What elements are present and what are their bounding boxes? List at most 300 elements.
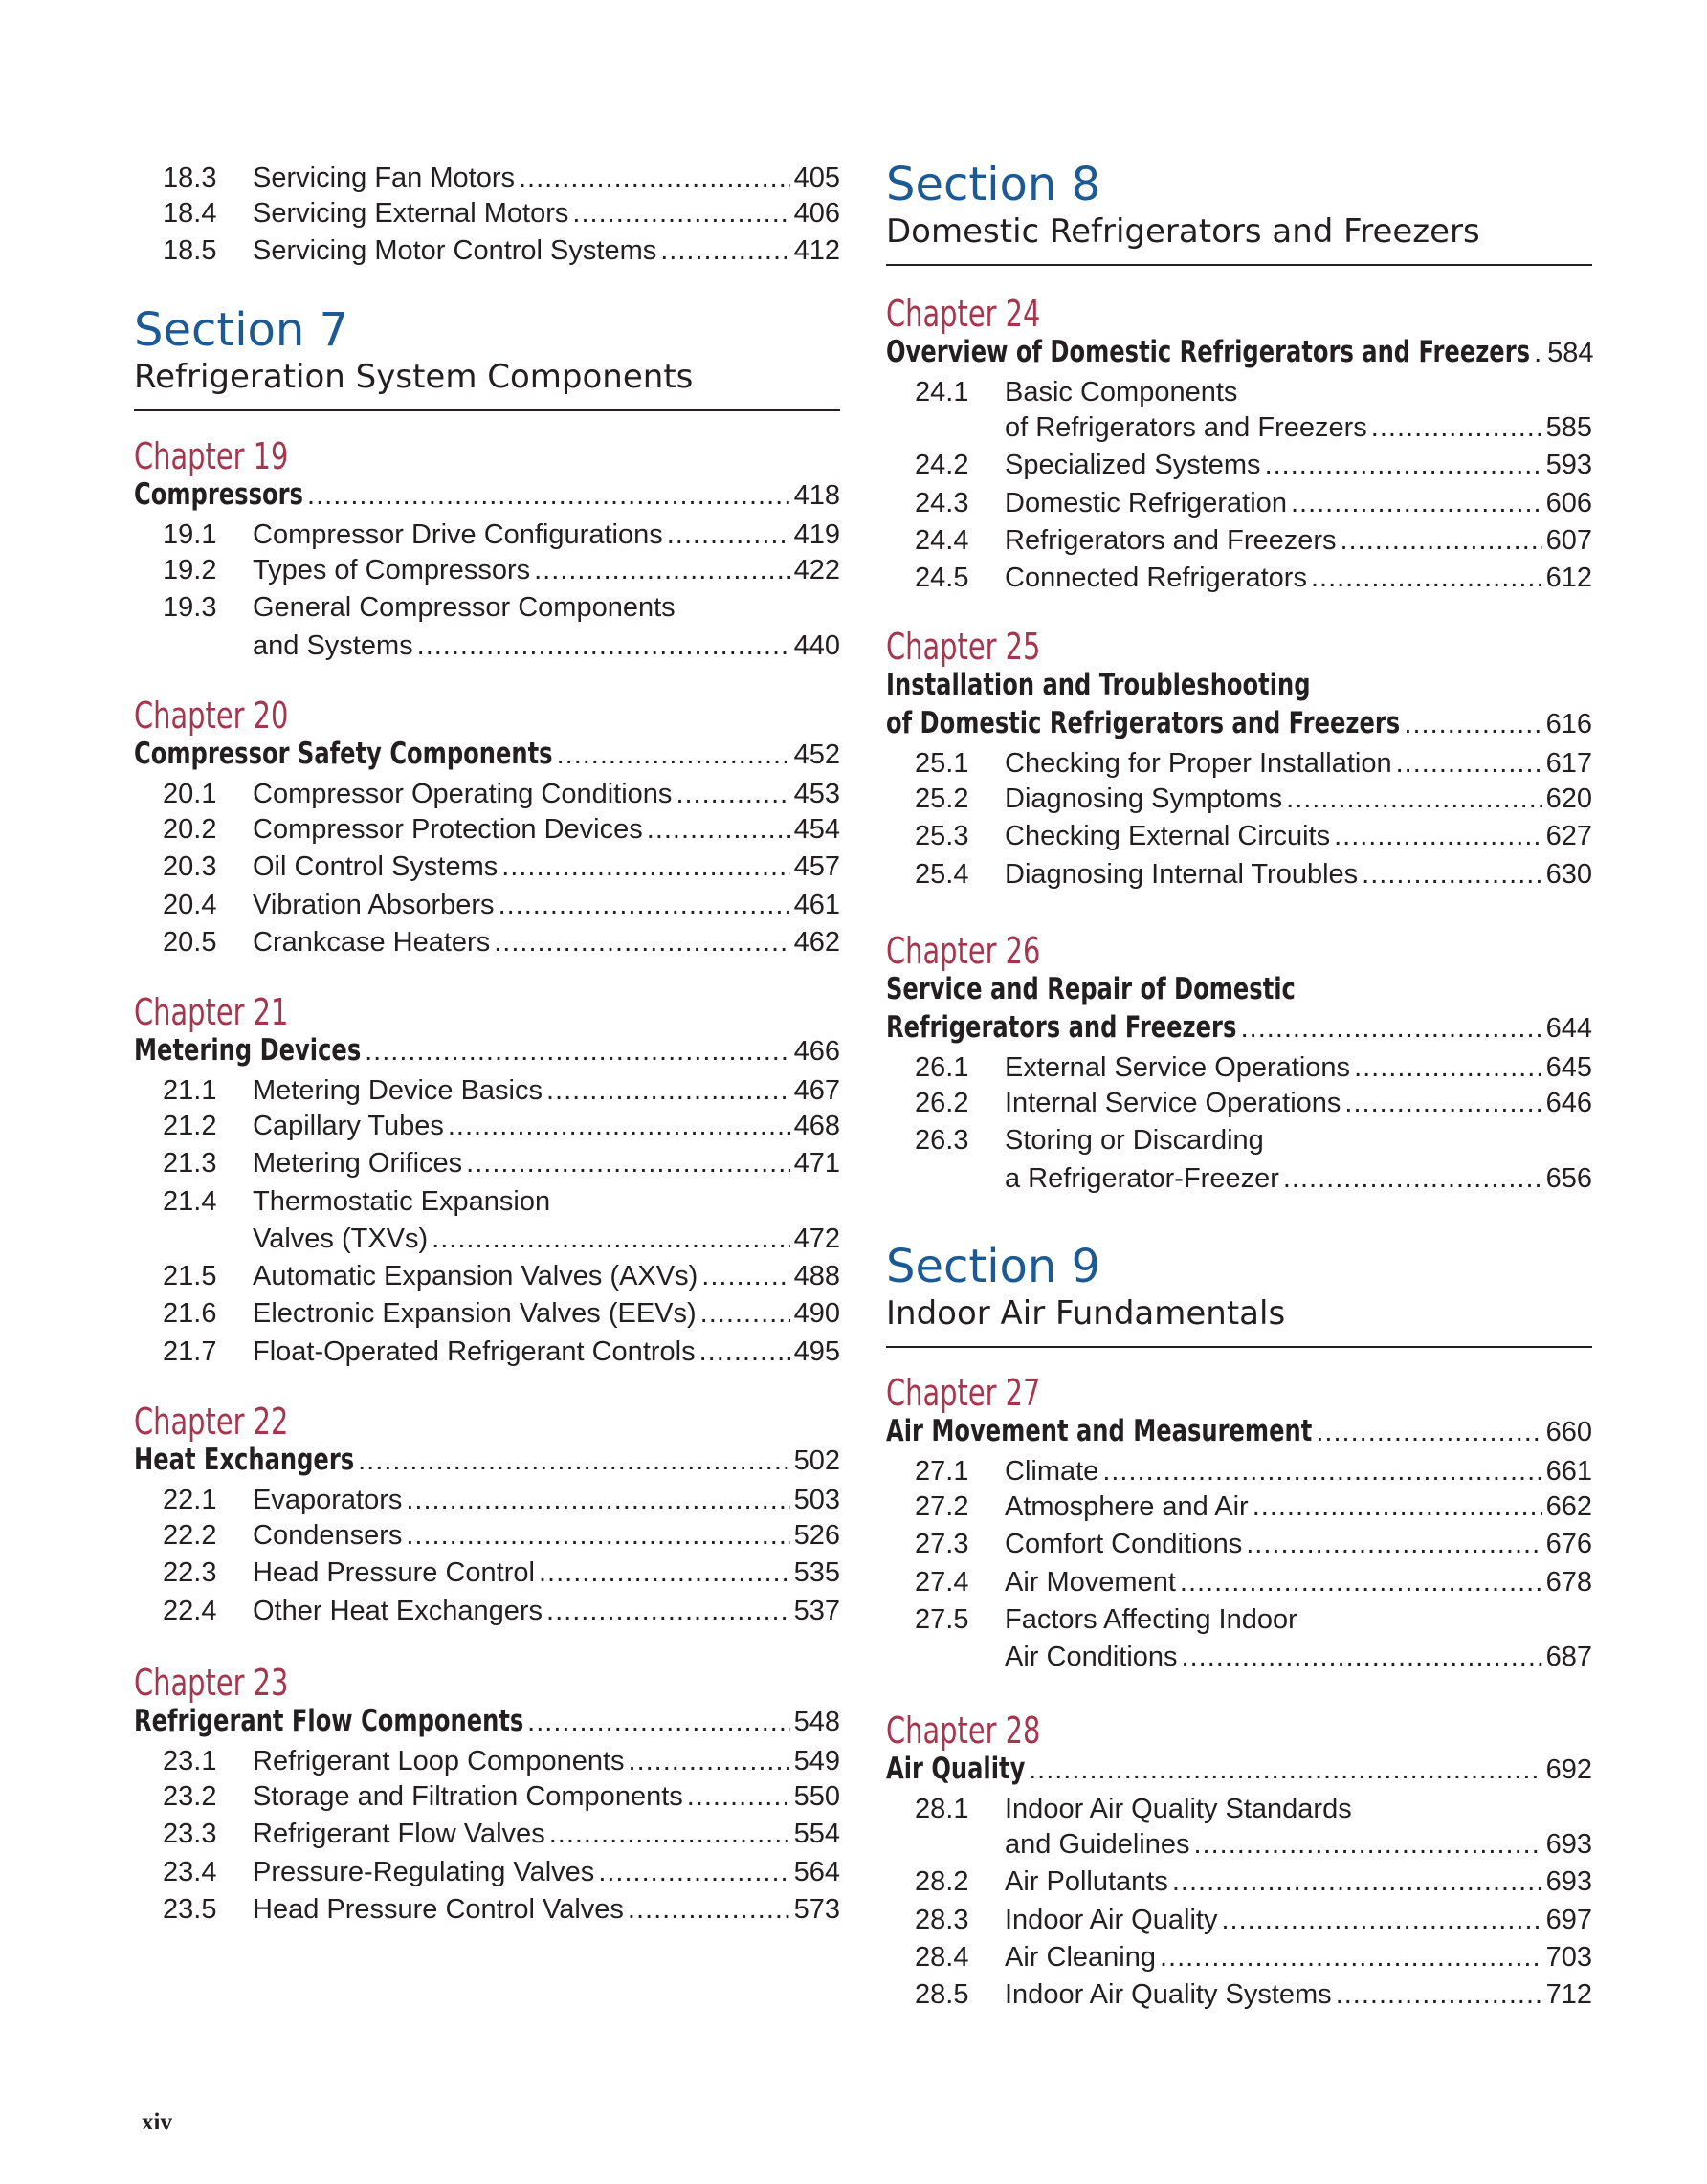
item-title: Checking External Circuits (1005, 821, 1331, 852)
toc-item-continued (886, 1829, 1592, 1866)
toc-item (134, 927, 840, 964)
dot-leader (699, 1336, 790, 1368)
item-page: 627 (1545, 821, 1592, 852)
chapter-name-wrap (886, 1752, 1025, 1786)
dot-leader (1291, 488, 1542, 519)
item-number: 21.7 (163, 1335, 217, 1367)
toc-item (886, 1942, 1592, 1979)
item-number: 28.2 (915, 1866, 969, 1898)
dot-leader (1283, 1163, 1542, 1195)
dot-leader (519, 163, 790, 194)
chapter-name-wrap (134, 737, 553, 771)
toc-item (886, 1905, 1592, 1942)
dot-leader (1354, 1052, 1542, 1084)
dot-leader (1534, 338, 1543, 369)
dot-leader (1221, 1905, 1541, 1936)
dot-leader (539, 1557, 790, 1589)
chapter-label: Chapter 28 (886, 1710, 1041, 1752)
item-title-line2: Air Conditions (1005, 1642, 1178, 1673)
item-page: 405 (793, 163, 840, 193)
chapter-label: Chapter 26 (886, 930, 1041, 972)
toc-item (134, 198, 840, 235)
item-number: 26.2 (915, 1088, 969, 1118)
item-number: 26.1 (915, 1052, 969, 1083)
item-title: General Compressor Components (253, 592, 676, 624)
section-18-continued-items (134, 163, 840, 274)
dot-leader (572, 198, 789, 230)
chapter-name-wrap (134, 477, 303, 512)
toc-item (886, 1125, 1592, 1162)
dot-leader (1362, 859, 1541, 891)
item-number: 20.2 (163, 814, 217, 845)
toc-item (886, 1529, 1592, 1566)
item-number: 22.2 (163, 1520, 217, 1551)
item-page: 503 (793, 1485, 840, 1515)
chapter-name-wrap (134, 1033, 361, 1068)
chapter-label: Chapter 23 (134, 1662, 289, 1704)
item-title: Float-Operated Refrigerant Controls (253, 1335, 696, 1367)
item-page: 620 (1545, 783, 1592, 814)
item-number: 21.2 (163, 1111, 217, 1141)
toc-item (134, 1894, 840, 1931)
item-number: 21.5 (163, 1261, 217, 1292)
dot-leader (1371, 412, 1542, 444)
toc-item (886, 1979, 1592, 2017)
item-title-line2: Valves (TXVs) (253, 1223, 429, 1254)
chapter-name-line1: Installation and Troubleshooting (886, 668, 1311, 702)
item-number: 23.2 (163, 1781, 217, 1812)
item-number: 27.4 (915, 1566, 969, 1598)
item-number: 19.2 (163, 555, 217, 585)
toc-item (134, 890, 840, 927)
page-number: xiv (142, 2109, 172, 2135)
section-8-header (886, 159, 1592, 266)
item-title: Automatic Expansion Valves (AXVs) (253, 1261, 698, 1292)
item-title: Capillary Tubes (253, 1111, 444, 1141)
chapter-name: Air Quality (886, 1752, 1026, 1786)
item-number: 26.3 (915, 1125, 969, 1157)
item-page: 419 (793, 519, 840, 550)
item-title: Internal Service Operations (1005, 1088, 1341, 1118)
section-subtitle: Indoor Air Fundamentals (886, 1294, 1286, 1333)
item-number: 20.1 (163, 779, 217, 809)
item-page: 656 (1545, 1162, 1592, 1194)
chapter-name: Refrigerant Flow Components (134, 1704, 524, 1738)
toc-item (886, 488, 1592, 525)
item-page: 490 (793, 1298, 840, 1330)
item-page: 471 (793, 1148, 840, 1180)
chapter-name-wrap (886, 1414, 1312, 1448)
item-number: 24.3 (915, 487, 969, 518)
chapter-items (886, 1794, 1592, 2017)
toc-item (134, 814, 840, 851)
chapter-name-row (134, 1443, 840, 1485)
dot-leader (1180, 1567, 1542, 1599)
dot-leader (365, 1036, 790, 1068)
item-title: Head Pressure Control Valves (253, 1893, 624, 1925)
item-number: 18.4 (163, 198, 217, 229)
chapter-page: 692 (1545, 1754, 1592, 1785)
item-number: 23.1 (163, 1746, 217, 1776)
chapter-items (134, 1485, 840, 1633)
item-title: Domestic Refrigeration (1005, 487, 1287, 518)
item-title: Storing or Discarding (1005, 1125, 1264, 1157)
item-number: 25.3 (915, 821, 969, 852)
item-title: Evaporators (253, 1485, 403, 1515)
chapter-label: Chapter 24 (886, 293, 1041, 335)
item-page: 607 (1545, 524, 1592, 556)
chapter-name-wrap (134, 1704, 523, 1738)
item-title: Indoor Air Quality Standards (1005, 1794, 1352, 1824)
toc-item (134, 1485, 840, 1520)
dot-leader (1286, 783, 1541, 815)
chapter-name-row (886, 668, 1592, 706)
chapter-page: 584 (1547, 338, 1594, 368)
item-title: Compressor Operating Conditions (253, 779, 673, 809)
dot-leader (676, 779, 789, 810)
item-page: 440 (793, 629, 840, 661)
toc-item (886, 1567, 1592, 1604)
dot-leader (1344, 1088, 1541, 1119)
item-number: 24.1 (915, 377, 969, 408)
item-number: 28.5 (915, 1979, 969, 2011)
item-title: Vibration Absorbers (253, 889, 495, 920)
dot-leader (1246, 1529, 1541, 1560)
toc-item (134, 235, 840, 273)
chapter-name: Metering Devices (134, 1033, 362, 1068)
section-rule (886, 1346, 1592, 1348)
item-title: Indoor Air Quality (1005, 1904, 1218, 1935)
item-number: 18.3 (163, 163, 217, 193)
chapter-name-row (886, 1010, 1592, 1052)
dot-leader (629, 1746, 790, 1777)
section-title: Section 7 (134, 303, 349, 357)
chapter-items (886, 748, 1592, 896)
item-number: 25.2 (915, 783, 969, 814)
toc-item (886, 1866, 1592, 1904)
toc-item (134, 1075, 840, 1111)
item-number: 21.3 (163, 1148, 217, 1180)
item-title: Refrigerators and Freezers (1005, 524, 1337, 556)
chapter-items (134, 779, 840, 964)
item-page: 454 (793, 814, 840, 845)
dot-leader (417, 630, 790, 662)
item-page: 564 (793, 1856, 840, 1887)
item-title: Metering Device Basics (253, 1075, 543, 1106)
item-page: 630 (1545, 858, 1592, 890)
chapter-page: 418 (793, 480, 840, 511)
section-9-header (886, 1241, 1592, 1348)
chapter-name-row (886, 706, 1592, 748)
chapter-page: 644 (1545, 1013, 1592, 1044)
item-page: 693 (1545, 1829, 1592, 1860)
section-7-header (134, 304, 840, 411)
item-page: 535 (793, 1557, 840, 1589)
item-page: 712 (1545, 1979, 1592, 2011)
item-number: 21.1 (163, 1075, 217, 1106)
dot-leader (1334, 821, 1542, 852)
item-page: 606 (1545, 487, 1592, 518)
item-number: 22.1 (163, 1485, 217, 1515)
item-number: 20.5 (163, 926, 217, 958)
dot-leader (406, 1520, 789, 1552)
item-page: 472 (793, 1223, 840, 1254)
item-number: 22.4 (163, 1595, 217, 1626)
item-title: Climate (1005, 1456, 1099, 1487)
section-rule (134, 409, 840, 411)
chapter-19 (134, 435, 840, 668)
chapter-label: Chapter 25 (886, 626, 1041, 668)
toc-item (134, 1746, 840, 1781)
toc-item (886, 748, 1592, 783)
chapter-name: Heat Exchangers (134, 1443, 355, 1477)
chapter-name: Compressor Safety Components (134, 737, 553, 771)
item-number: 25.1 (915, 748, 969, 779)
chapter-page: 616 (1545, 709, 1592, 739)
toc-item (134, 851, 840, 889)
dot-leader (1336, 1979, 1542, 2011)
item-title: Air Pollutants (1005, 1866, 1168, 1898)
item-page: 617 (1545, 748, 1592, 779)
item-title: Electronic Expansion Valves (EEVs) (253, 1298, 697, 1330)
item-page: 661 (1545, 1456, 1592, 1487)
chapter-name-line1: Service and Repair of Domestic (886, 972, 1296, 1006)
item-page: 646 (1545, 1088, 1592, 1118)
dot-leader (358, 1445, 790, 1477)
item-number: 23.3 (163, 1819, 217, 1850)
item-number: 28.3 (915, 1904, 969, 1935)
chapter-label: Chapter 22 (134, 1401, 289, 1443)
item-number: 19.1 (163, 519, 217, 550)
item-number: 21.4 (163, 1185, 217, 1217)
toc-item (134, 1298, 840, 1335)
dot-leader (660, 235, 789, 267)
item-title: Air Movement (1005, 1566, 1176, 1598)
dot-leader (1311, 563, 1542, 594)
item-number: 20.3 (163, 851, 217, 883)
item-title: Connected Refrigerators (1005, 563, 1307, 594)
chapter-items (134, 519, 840, 668)
chapter-27 (886, 1372, 1592, 1679)
chapter-24 (886, 293, 1592, 600)
item-page: 526 (793, 1520, 840, 1551)
chapter-label: Chapter 20 (134, 695, 289, 737)
chapter-items (134, 1075, 840, 1374)
chapter-items (886, 1052, 1592, 1201)
chapter-name-row (886, 1752, 1592, 1794)
item-page: 678 (1545, 1566, 1592, 1598)
section-subtitle: Domestic Refrigerators and Freezers (886, 212, 1480, 251)
dot-leader (1316, 1417, 1541, 1448)
chapter-name: of Domestic Refrigerators and Freezers (886, 706, 1401, 740)
toc-item (886, 1604, 1592, 1642)
section-subtitle: Refrigeration System Components (134, 358, 694, 396)
chapter-name-wrap (886, 335, 1530, 369)
item-page: 697 (1545, 1904, 1592, 1935)
dot-leader (598, 1857, 789, 1888)
dot-leader (501, 851, 789, 883)
item-number: 18.5 (163, 235, 217, 267)
toc-item (134, 1596, 840, 1633)
chapter-label: Chapter 21 (134, 991, 289, 1033)
dot-leader (667, 519, 790, 551)
item-title-line2: and Guidelines (1005, 1829, 1190, 1860)
chapter-items (134, 1746, 840, 1931)
item-title: Thermostatic Expansion (253, 1185, 551, 1217)
item-title: External Service Operations (1005, 1052, 1351, 1083)
item-number: 24.2 (915, 450, 969, 481)
dot-leader (700, 1298, 790, 1330)
toc-item (886, 1794, 1592, 1829)
item-page: 462 (793, 926, 840, 958)
item-number: 27.2 (915, 1491, 969, 1522)
chapter-page: 452 (793, 739, 840, 770)
toc-item (134, 1261, 840, 1298)
toc-item (886, 1491, 1592, 1529)
item-page: 461 (793, 889, 840, 920)
item-title: Diagnosing Internal Troubles (1005, 858, 1359, 890)
item-title: Comfort Conditions (1005, 1529, 1243, 1560)
item-page: 676 (1545, 1529, 1592, 1560)
item-title: Refrigerant Flow Valves (253, 1819, 545, 1850)
item-title: Servicing Fan Motors (253, 163, 515, 193)
item-number: 28.4 (915, 1941, 969, 1973)
item-title: Storage and Filtration Components (253, 1781, 683, 1812)
chapter-name-row (134, 1033, 840, 1075)
item-page: 406 (793, 198, 840, 229)
item-number: 24.5 (915, 563, 969, 594)
toc-item (134, 1781, 840, 1819)
item-page: 495 (793, 1335, 840, 1367)
toc-item (886, 1088, 1592, 1125)
item-title: Atmosphere and Air (1005, 1491, 1249, 1522)
chapter-name: Compressors (134, 477, 303, 512)
toc-item (886, 859, 1592, 896)
chapter-page: 548 (793, 1707, 840, 1737)
item-number: 27.3 (915, 1529, 969, 1560)
section-rule (886, 264, 1592, 266)
item-page: 468 (793, 1111, 840, 1141)
chapter-21 (134, 991, 840, 1374)
item-number: 27.5 (915, 1603, 969, 1635)
item-page: 612 (1545, 563, 1592, 594)
dot-leader (546, 1075, 790, 1107)
dot-leader (307, 480, 790, 512)
item-number: 28.1 (915, 1794, 969, 1824)
toc-item (134, 1186, 840, 1224)
dot-leader (1341, 525, 1542, 557)
dot-leader (1396, 748, 1542, 780)
dot-leader (557, 739, 790, 771)
toc-item-continued (886, 412, 1592, 450)
item-title: Other Heat Exchangers (253, 1595, 543, 1626)
item-number: 21.6 (163, 1298, 217, 1330)
toc-items (134, 163, 840, 274)
item-title-line2: and Systems (253, 629, 413, 661)
item-title: Types of Compressors (253, 555, 531, 585)
toc-item (886, 821, 1592, 858)
chapter-name-row (886, 335, 1592, 377)
item-title-line2: a Refrigerator-Freezer (1005, 1162, 1279, 1194)
dot-leader (546, 1596, 790, 1627)
chapter-items (886, 377, 1592, 600)
item-title: Basic Components (1005, 377, 1238, 408)
item-page: 573 (793, 1893, 840, 1925)
dot-leader (1160, 1942, 1542, 1974)
item-page: 554 (793, 1819, 840, 1850)
item-title: Air Cleaning (1005, 1941, 1156, 1973)
toc-item (886, 783, 1592, 821)
chapter-name-row (886, 1414, 1592, 1456)
chapter-label: Chapter 27 (886, 1372, 1041, 1414)
item-page: 537 (793, 1595, 840, 1626)
item-title: Refrigerant Loop Components (253, 1746, 625, 1776)
item-title: Servicing External Motors (253, 198, 569, 229)
item-page: 412 (793, 235, 840, 267)
chapter-name-row (134, 477, 840, 519)
chapter-name-wrap (886, 1010, 1237, 1045)
chapter-26 (886, 930, 1592, 1201)
toc-item (134, 1148, 840, 1185)
section-title: Section 8 (886, 158, 1101, 211)
toc-item (134, 1111, 840, 1148)
chapter-label: Chapter 19 (134, 435, 289, 477)
item-number: 20.4 (163, 889, 217, 920)
item-title: Diagnosing Symptoms (1005, 783, 1283, 814)
dot-leader (1253, 1491, 1542, 1523)
item-number: 19.3 (163, 592, 217, 624)
section-title: Section 9 (886, 1240, 1101, 1293)
item-title: Indoor Air Quality Systems (1005, 1979, 1332, 2011)
item-page: 593 (1545, 450, 1592, 481)
chapter-28 (886, 1710, 1592, 2017)
dot-leader (527, 1707, 789, 1738)
toc-item (134, 1336, 840, 1374)
dot-leader (1241, 1013, 1542, 1045)
chapter-22 (134, 1401, 840, 1633)
dot-leader (1172, 1866, 1542, 1898)
chapter-23 (134, 1662, 840, 1931)
item-page: 422 (793, 555, 840, 585)
toc-item (134, 519, 840, 555)
toc-item-continued (134, 1224, 840, 1261)
item-page: 453 (793, 779, 840, 809)
item-title: Factors Affecting Indoor (1005, 1603, 1297, 1635)
item-title: Servicing Motor Control Systems (253, 235, 657, 267)
item-page: 549 (793, 1746, 840, 1776)
dot-leader (549, 1819, 790, 1850)
item-page: 662 (1545, 1491, 1592, 1522)
item-number: 23.4 (163, 1856, 217, 1887)
chapter-name: Overview of Domestic Refrigerators and Freezers (886, 335, 1531, 369)
dot-leader (1029, 1754, 1542, 1786)
item-number: 25.4 (915, 858, 969, 890)
item-title: Oil Control Systems (253, 851, 499, 883)
toc-item (134, 1520, 840, 1557)
chapter-name: Refrigerators and Freezers (886, 1010, 1237, 1045)
item-number: 27.1 (915, 1456, 969, 1487)
toc-item-continued (886, 1642, 1592, 1679)
item-number: 22.3 (163, 1557, 217, 1589)
item-title: Checking for Proper Installation (1005, 748, 1392, 779)
dot-leader (534, 555, 790, 586)
chapter-name-row (886, 972, 1592, 1010)
toc-item-continued (134, 630, 840, 668)
item-page: 693 (1545, 1866, 1592, 1898)
toc-item (134, 555, 840, 592)
dot-leader (466, 1148, 789, 1180)
item-title: Crankcase Heaters (253, 926, 491, 958)
